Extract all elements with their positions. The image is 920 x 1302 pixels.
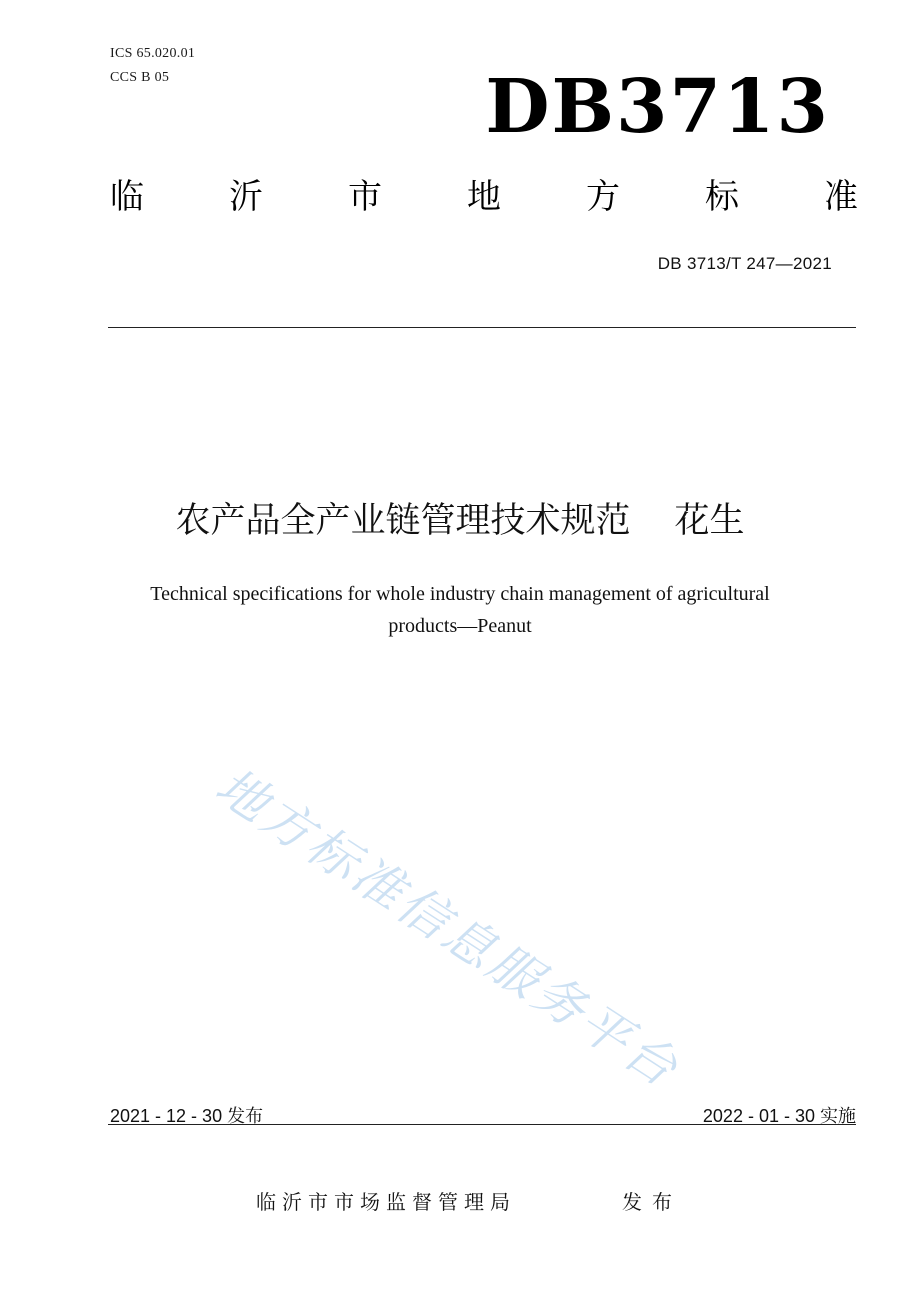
watermark: 地方标准信息服务平台	[205, 756, 691, 1100]
standard-type-heading	[110, 177, 858, 217]
title-english-line1: Technical specifications for whole industry chain management of agricultural	[150, 583, 770, 605]
standard-type-char: 标	[705, 177, 739, 217]
title-chinese-main: 农产品全产业链管理技术规范	[175, 501, 631, 541]
issue-date: 2021 - 12 - 30 发布	[110, 1106, 264, 1126]
implementation-date: 2022 - 01 - 30 实施	[702, 1106, 856, 1126]
standard-type-char: 地	[467, 177, 501, 217]
issue-label: 发布	[622, 1190, 682, 1214]
standard-type-char: 准	[824, 177, 858, 217]
top-divider	[108, 327, 856, 328]
title-english	[110, 578, 810, 642]
standard-type-char: 市	[348, 177, 382, 217]
ccs-code: CCS B 05	[110, 70, 170, 85]
standard-type-char: 方	[586, 177, 620, 217]
title-chinese	[0, 500, 920, 542]
title-english-line2: products—Peanut	[388, 615, 532, 637]
db-logo: DB3713	[485, 64, 830, 150]
standard-number: DB 3713/T 247—2021	[657, 254, 832, 273]
bottom-divider	[108, 1124, 856, 1125]
ics-code: ICS 65.020.01	[110, 46, 196, 61]
issuing-authority: 临沂市市场监督管理局	[256, 1190, 516, 1214]
standard-type-char: 沂	[229, 177, 263, 217]
standard-type-char: 临	[110, 177, 144, 217]
title-chinese-sub: 花生	[674, 501, 745, 541]
